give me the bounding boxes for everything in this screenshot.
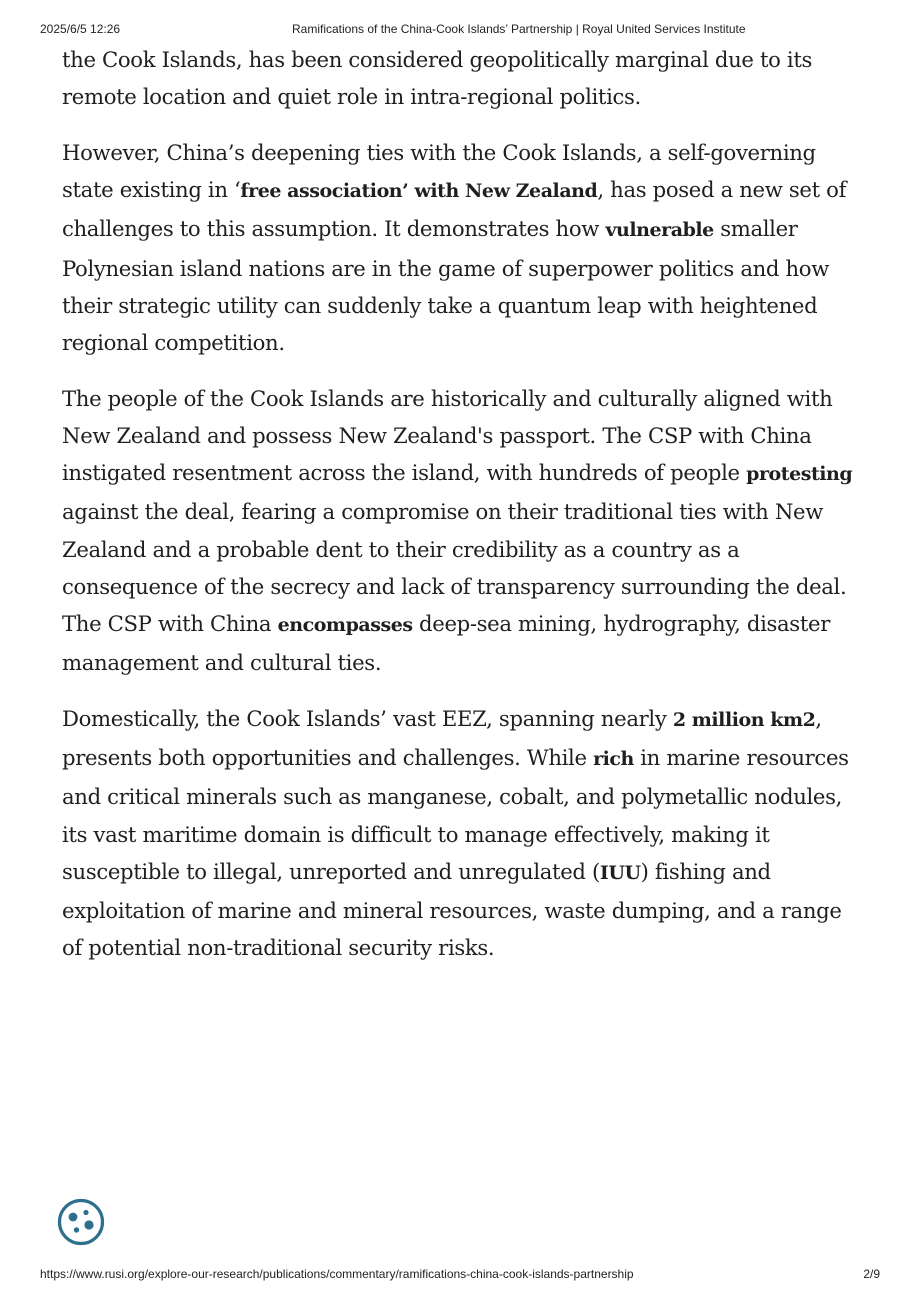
link-free-association-label: free association’ with New Zealand bbox=[240, 180, 598, 203]
print-header bbox=[0, 22, 920, 38]
link-encompasses-label: encompasses bbox=[277, 614, 413, 637]
link-free-association[interactable] bbox=[240, 177, 597, 202]
print-url: https://www.rusi.org/explore-our-research/publications/commentary/ramifications-china-cook-islands-partnership bbox=[40, 1267, 634, 1281]
link-rich-label: rich bbox=[593, 748, 634, 771]
page-number: 2/9 bbox=[863, 1267, 880, 1281]
link-eez-size-label: 2 million km2 bbox=[672, 709, 816, 732]
paragraph-2 bbox=[62, 134, 862, 361]
print-datetime: 2025/6/5 12:26 bbox=[40, 22, 121, 36]
article-body bbox=[62, 41, 862, 985]
paragraph-4-text-2: , presents both opportunities and challenges. While bbox=[62, 706, 822, 771]
paragraph-3 bbox=[62, 380, 862, 682]
paragraph-4-text-3: in marine resources and critical minerals such as manganese, cobalt, and polymetallic nodules, its vast maritime domain is difficult to manage effectively, making it susceptible to illegal, unreported and unregulated ( bbox=[62, 745, 849, 884]
link-rich[interactable] bbox=[593, 745, 634, 770]
link-encompasses[interactable] bbox=[278, 611, 413, 636]
paragraph-1-text: the Cook Islands, has been considered geopolitically marginal due to its remote location and quiet role in intra-regional politics. bbox=[62, 47, 813, 110]
print-footer bbox=[0, 1267, 920, 1283]
cookie-settings-button[interactable] bbox=[56, 1197, 106, 1247]
link-protesting-label: protesting bbox=[746, 463, 853, 486]
paragraph-1 bbox=[62, 41, 862, 115]
link-iuu[interactable] bbox=[600, 859, 641, 884]
paragraph-2-text-2: , has posed a new set of challenges to this assumption. It demonstrates how bbox=[62, 177, 847, 242]
paragraph-3-text-2: against the deal, fearing a compromise on their traditional ties with New Zealand and a probable dent to their credibility as a country as a consequence of the secrecy and lack of transparency surrounding the deal. The CSP with China bbox=[62, 499, 847, 637]
paragraph-3-text-1: The people of the Cook Islands are historically and culturally aligned with New Zealand and possess New Zealand's passport. The CSP with China instigated resentment across the island, with hundreds of people bbox=[62, 385, 833, 486]
cookie-icon bbox=[56, 1197, 106, 1247]
link-vulnerable[interactable] bbox=[605, 216, 713, 241]
paragraph-4-text-1: Domestically, the Cook Islands’ vast EEZ, spanning nearly bbox=[62, 706, 673, 732]
paragraph-2-text-1: However, China’s deepening ties with the Cook Islands, a self-governing state existing in ‘ bbox=[62, 140, 816, 203]
paragraph-4-text-4: ) fishing and exploitation of marine and mineral resources, waste dumping, and a range of potential non-traditional security risks. bbox=[62, 858, 842, 961]
paragraph-2-text-3: smaller Polynesian island nations are in the game of superpower politics and how their strategic utility can suddenly take a quantum leap with heightened regional competition. bbox=[62, 216, 829, 356]
link-eez-size[interactable] bbox=[673, 706, 816, 731]
paragraph-4 bbox=[62, 700, 862, 966]
link-vulnerable-label: vulnerable bbox=[605, 219, 714, 242]
print-page-title: Ramifications of the China-Cook Islands’ Partnership | Royal United Services Institute bbox=[292, 22, 746, 36]
link-iuu-label: IUU bbox=[599, 861, 641, 884]
link-protesting[interactable] bbox=[746, 460, 852, 485]
paragraph-3-text-3: deep-sea mining, hydrography, disaster management and cultural ties. bbox=[62, 611, 830, 676]
